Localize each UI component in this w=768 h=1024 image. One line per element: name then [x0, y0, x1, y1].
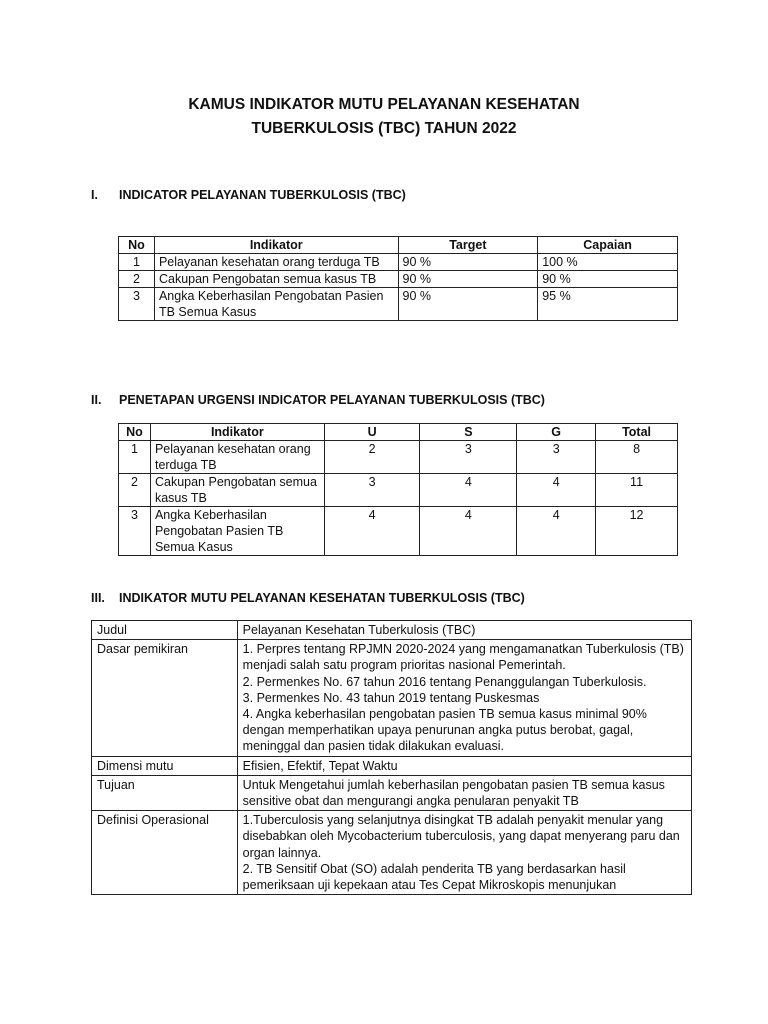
row-value [237, 775, 691, 810]
row-value-line: Pelayanan Kesehatan Tuberkulosis (TBC) [242, 623, 476, 637]
column-header: Total [596, 424, 678, 441]
column-header: No [119, 237, 155, 254]
cell-total: 11 [596, 474, 678, 507]
cell-target: 90 % [398, 271, 538, 288]
column-header: Target [398, 237, 538, 254]
urgency-table [118, 423, 678, 556]
table-row [119, 474, 678, 507]
cell-indikator: Pelayanan kesehatan orang terduga TB [154, 254, 398, 271]
cell-g: 3 [517, 441, 596, 474]
cell-u: 3 [324, 474, 420, 507]
cell-s: 4 [420, 474, 517, 507]
cell-u: 2 [324, 441, 420, 474]
table-row [119, 271, 678, 288]
cell-capaian: 95 % [538, 288, 678, 321]
row-value [237, 811, 691, 895]
cell-total: 12 [596, 507, 678, 556]
row-value-line: 4. Angka keberhasilan pengobatan pasien TB semua kasus minimal 90% dengan memperhatikan upaya penurunan angka putus berobat, gagal, meninggal dan pasien tidak dilakukan evaluasi. [242, 707, 647, 754]
cell-u: 4 [324, 507, 420, 556]
row-value-line: Untuk Mengetahui jumlah keberhasilan pengobatan pasien TB semua kasus sensitive obat dan mengurangi angka penularan penyakit TB [242, 777, 665, 809]
document-title-line-2: TUBERKULOSIS (TBC) TAHUN 2022 [251, 120, 517, 137]
cell-total: 8 [596, 441, 678, 474]
row-label: Dimensi mutu [92, 756, 238, 775]
cell-indikator: Cakupan Pengobatan semua kasus TB [154, 271, 398, 288]
row-value-line: 1.Tuberculosis yang selanjutnya disingkat TB adalah penyakit menular yang disebabkan oleh Mycobacterium tuberculosis, yang dapat menyerang paru dan organ lainnya. [242, 813, 680, 860]
cell-indikator: Cakupan Pengobatan semua kasus TB [150, 474, 324, 507]
section-title: INDICATOR PELAYANAN TUBERKULOSIS (TBC) [119, 188, 406, 202]
cell-target: 90 % [398, 254, 538, 271]
row-value-line: Efisien, Efektif, Tepat Waktu [242, 758, 398, 773]
indicator-table [118, 236, 678, 321]
row-label: Definisi Operasional [92, 811, 238, 895]
cell-s: 4 [420, 507, 517, 556]
document-title-line-1: KAMUS INDIKATOR MUTU PELAYANAN KESEHATAN [188, 96, 580, 113]
cell-no: 2 [119, 474, 151, 507]
column-header: No [119, 424, 151, 441]
cell-s: 3 [420, 441, 517, 474]
table-row [119, 441, 678, 474]
section-title: INDIKATOR MUTU PELAYANAN KESEHATAN TUBERKULOSIS (TBC) [119, 591, 525, 605]
section-number: II. [91, 393, 102, 407]
table-row [92, 811, 692, 895]
column-header: S [420, 424, 517, 441]
column-header: U [324, 424, 420, 441]
column-header: G [517, 424, 596, 441]
table-row [92, 756, 692, 775]
section-3-heading [91, 590, 525, 606]
column-header: Capaian [538, 237, 678, 254]
cell-no: 2 [119, 271, 155, 288]
table-row [119, 254, 678, 271]
row-value [237, 756, 691, 775]
row-value-line: 3. Permenkes No. 43 tahun 2019 tentang Puskesmas [242, 690, 540, 705]
cell-target: 90 % [398, 288, 538, 321]
column-header: Indikator [150, 424, 324, 441]
table-row [119, 507, 678, 556]
cell-indikator: Angka Keberhasilan Pengobatan Pasien TB Semua Kasus [154, 288, 398, 321]
cell-capaian: 90 % [538, 271, 678, 288]
column-header: Indikator [154, 237, 398, 254]
cell-no: 1 [119, 254, 155, 271]
section-number: III. [91, 591, 105, 605]
cell-indikator: Angka Keberhasilan Pengobatan Pasien TB Semua Kasus [150, 507, 324, 556]
row-value [237, 621, 691, 640]
row-value [237, 640, 691, 756]
section-2-heading [91, 392, 545, 408]
section-title: PENETAPAN URGENSI INDICATOR PELAYANAN TUBERKULOSIS (TBC) [119, 393, 545, 407]
row-value-line: 2. TB Sensitif Obat (SO) adalah penderita TB yang berdasarkan hasil pemeriksaan uji kepekaan atau Tes Cepat Mikroskopis menunjukan [242, 861, 626, 893]
table-row [119, 288, 678, 321]
indicator-profile-table [91, 620, 692, 895]
table-row [92, 775, 692, 810]
row-label: Judul [92, 621, 238, 640]
table-row [92, 621, 692, 640]
section-number: I. [91, 188, 98, 202]
table-row [92, 640, 692, 756]
table-header-row [119, 237, 678, 254]
cell-indikator: Pelayanan kesehatan orang terduga TB [150, 441, 324, 474]
cell-capaian: 100 % [538, 254, 678, 271]
row-value-line: 1. Perpres tentang RPJMN 2020-2024 yang mengamanatkan Tuberkulosis (TB) menjadi salah satu program prioritas nasional Pemerintah. [242, 642, 684, 673]
cell-no: 3 [119, 507, 151, 556]
section-1-heading [91, 187, 406, 203]
cell-g: 4 [517, 507, 596, 556]
row-label: Tujuan [92, 775, 238, 810]
table-header-row [119, 424, 678, 441]
cell-no: 1 [119, 441, 151, 474]
cell-no: 3 [119, 288, 155, 321]
row-value-line: 2. Permenkes No. 67 tahun 2016 tentang Penanggulangan Tuberkulosis. [242, 674, 647, 689]
row-label: Dasar pemikiran [92, 640, 238, 756]
cell-g: 4 [517, 474, 596, 507]
